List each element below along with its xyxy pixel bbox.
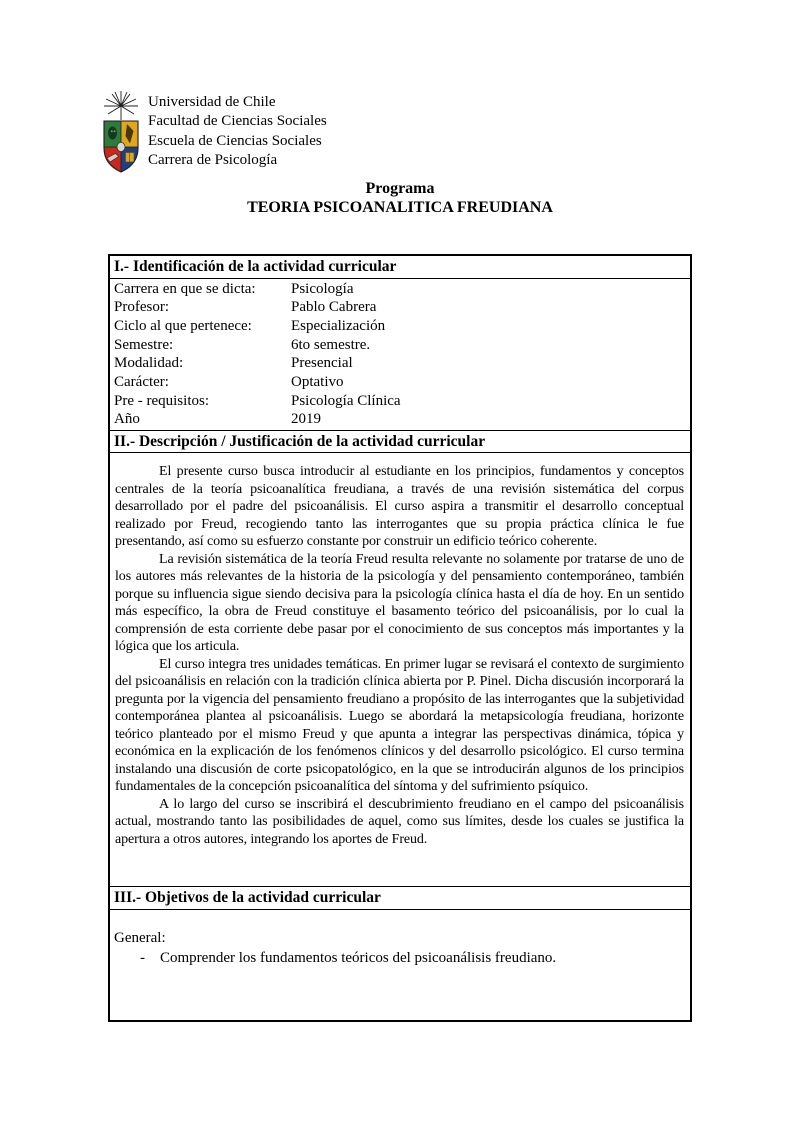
section-1-heading: I.- Identificación de la actividad curricular — [110, 256, 690, 279]
field-row — [114, 392, 686, 411]
field-value: Pablo Cabrera — [291, 299, 377, 316]
field-label: Ciclo al que pertenece: — [114, 317, 252, 334]
objectives-general-label: General: — [114, 929, 166, 946]
section-3-heading: III.- Objetivos de la actividad curricular — [110, 887, 690, 910]
description-paragraph: El presente curso busca introducir al estudiante en los principios, fundamentos y conceptos centrales de la teoría psicoanalítica freudiana, a través de una revisión sistemática del corpus desarrollado por el padre del psicoanálisis. El curso aspira a transmitir el desarrollo conceptual realizado por Freud, recogiendo tanto las interrogantes que su propia práctica clínica le fue presentando, así como su esfuerzo constante por construir un edificio teórico coherente. — [115, 464, 684, 549]
starburst-icon — [104, 91, 138, 120]
shield-icon — [104, 121, 138, 173]
field-value: Presencial — [291, 355, 353, 372]
field-label: Semestre: — [114, 336, 174, 353]
field-value: Optativo — [291, 374, 344, 391]
field-value: 6to semestre. — [291, 336, 371, 353]
field-label: Pre - requisitos: — [114, 392, 209, 409]
field-row — [114, 354, 686, 373]
section-1-body — [110, 279, 690, 431]
field-label: Año — [114, 411, 140, 428]
institution-line: Facultad de Ciencias Sociales — [148, 113, 327, 130]
title-block — [0, 180, 800, 217]
institution-line: Carrera de Psicología — [148, 152, 278, 169]
description-paragraph: La revisión sistemática de la teoría Freud resulta relevante no solamente por tratarse de uno de los autores más relevantes de la historia de la psicología y del pensamiento contemporáneo, también porque su influencia sigue siendo decisiva para la psicología clínica hasta el día de hoy. En un sentido más específico, la obra de Freud constituye el basamento teórico del psicoanálisis, por lo cual la comprensión de esta corriente debe pasar por el conocimiento de sus conceptos más importantes y la lógica que los articula. — [115, 551, 684, 654]
institution-block — [148, 93, 327, 171]
field-row — [114, 373, 686, 392]
description-paragraph: El curso integra tres unidades temáticas. En primer lugar se revisará el contexto de surgimiento del psicoanálisis en relación con la tradición clínica abierta por P. Pinel. Dicha discusión incorporará la pregunta por la vigencia del pensamiento freudiano a propósito de las interrogantes que la subjetividad contemporánea plantea al psicoanálisis. Luego se abordará la metapsicología freudiana, horizonte teórico planteado por el mismo Freud y que apunta a integrar las perspectivas dinámica, tópica y económica en la explicación de los fenómenos clínicos y del desarrollo psicológico. El curso termina instalando una discusión de corte psicopatológico, en la que se introducirán algunos de los principios fundamentales de la concepción psicoanalítica del síntoma y del sufrimiento psíquico. — [115, 656, 684, 794]
program-table — [108, 254, 692, 1022]
section-2-heading: II.- Descripción / Justificación de la actividad curricular — [110, 431, 690, 454]
institution-line: Escuela de Ciencias Sociales — [148, 132, 322, 149]
course-title: TEORIA PSICOANALITICA FREUDIANA — [247, 198, 553, 216]
field-value: 2019 — [291, 411, 321, 428]
field-row — [114, 298, 686, 317]
program-label: Programa — [365, 180, 435, 197]
section-3-body — [110, 910, 690, 1020]
field-row — [114, 317, 686, 336]
field-value: Especialización — [291, 317, 386, 334]
universidad-de-chile-logo — [99, 91, 143, 175]
field-row — [114, 410, 686, 429]
field-label: Carácter: — [114, 374, 169, 391]
field-label: Modalidad: — [114, 355, 184, 372]
field-value: Psicología Clínica — [291, 392, 401, 409]
institution-line: Universidad de Chile — [148, 94, 276, 110]
field-label: Profesor: — [114, 299, 169, 316]
description-paragraph: A lo largo del curso se inscribirá el descubrimiento freudiano en el campo del psicoanálisis actual, mostrando tanto las posibilidades de aquel, como sus límites, desde los cuales se justifica la apertura a otros autores, integrando los aportes de Freud. — [115, 796, 684, 847]
field-row — [114, 336, 686, 355]
objective-item-row — [114, 949, 686, 969]
field-label: Carrera en que se dicta: — [114, 280, 256, 297]
section-2-body — [110, 453, 690, 887]
bullet-dash: - — [140, 950, 145, 966]
field-row — [114, 280, 686, 299]
objective-item: Comprender los fundamentos teóricos del psicoanálisis freudiano. — [160, 950, 557, 966]
field-value: Psicología — [291, 280, 354, 297]
